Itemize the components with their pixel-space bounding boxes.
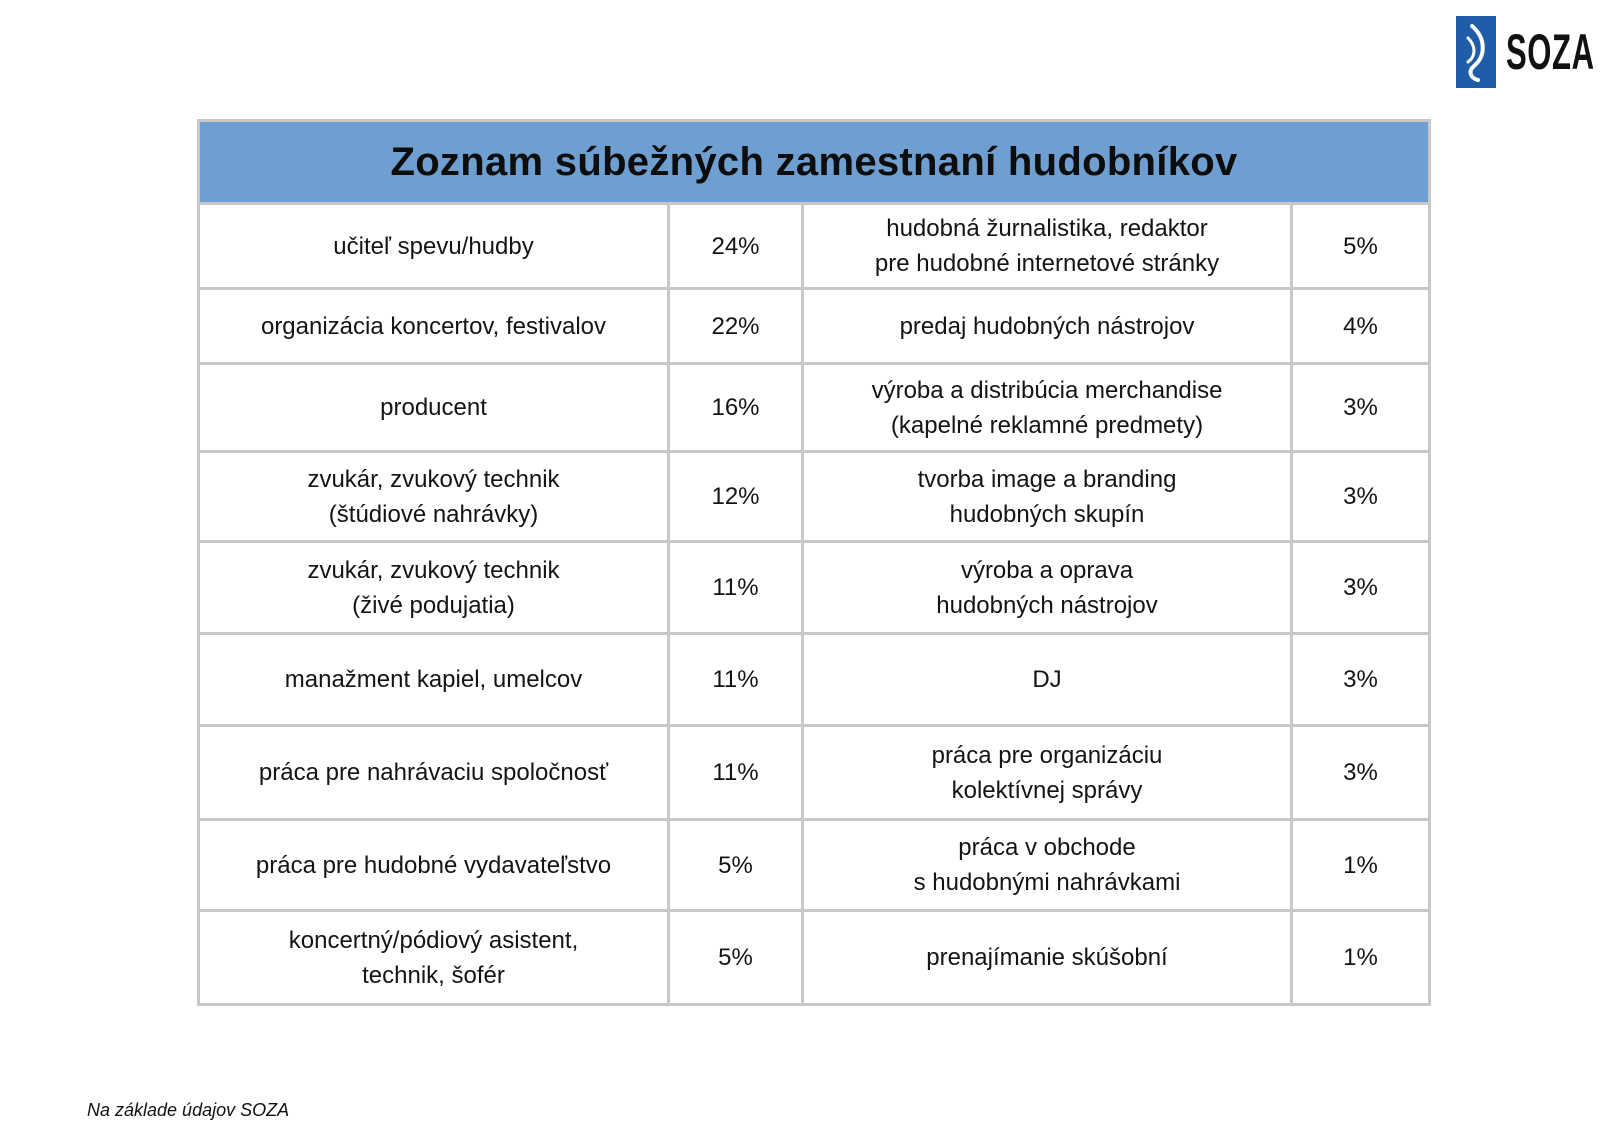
- right-job-line: hudobná žurnalistika, redaktor: [886, 215, 1208, 242]
- right-job-cell: [803, 911, 1292, 1005]
- left-job-cell: [199, 634, 669, 726]
- right-job-line: práca pre organizáciu: [931, 741, 1163, 769]
- right-percentage-cell: 3%: [1292, 542, 1430, 634]
- table-row: [199, 542, 1430, 634]
- right-job-line: hudobných skupín: [949, 500, 1145, 528]
- soza-logo: [1456, 16, 1600, 88]
- left-job-cell: [199, 289, 669, 364]
- left-job-cell: [199, 364, 669, 452]
- left-job-line: zvukár, zvukový technik: [307, 556, 560, 584]
- right-percentage-cell: 3%: [1292, 726, 1430, 820]
- left-percentage-cell: 24%: [669, 204, 803, 289]
- table-row: [199, 911, 1430, 1005]
- jobs-table-container: [197, 119, 1428, 1006]
- right-percentage-cell: 3%: [1292, 364, 1430, 452]
- left-job-cell: [199, 542, 669, 634]
- table-row: [199, 452, 1430, 542]
- left-job-line: koncertný/pódiový asistent,: [288, 926, 579, 954]
- table-title-row: [199, 121, 1430, 204]
- table-row: [199, 634, 1430, 726]
- right-job-line: predaj hudobných nástrojov: [899, 312, 1195, 340]
- right-percentage-cell: 1%: [1292, 911, 1430, 1005]
- left-percentage-cell: 5%: [669, 911, 803, 1005]
- right-job-cell: [803, 452, 1292, 542]
- right-job-cell: [803, 204, 1292, 289]
- left-percentage-cell: 22%: [669, 289, 803, 364]
- left-job-line: práca pre nahrávaciu spoločnosť: [258, 759, 609, 786]
- left-job-cell: [199, 204, 669, 289]
- left-job-cell: [199, 452, 669, 542]
- left-percentage-cell: 11%: [669, 634, 803, 726]
- table-row: [199, 726, 1430, 820]
- right-job-line: s hudobnými nahrávkami: [913, 869, 1181, 896]
- table-title: Zoznam súbežných zamestnaní hudobníkov: [199, 121, 1430, 204]
- table-row: [199, 364, 1430, 452]
- table-row: [199, 820, 1430, 911]
- right-job-cell: [803, 726, 1292, 820]
- right-percentage-cell: 1%: [1292, 820, 1430, 911]
- left-job-line: technik, šofér: [362, 961, 505, 989]
- soza-logo-icon: [1456, 16, 1496, 88]
- right-job-line: výroba a distribúcia merchandise: [871, 376, 1223, 404]
- right-job-cell: [803, 820, 1292, 911]
- left-job-line: zvukár, zvukový technik: [307, 465, 560, 493]
- right-percentage-cell: 4%: [1292, 289, 1430, 364]
- left-job-cell: [199, 726, 669, 820]
- right-percentage-cell: 3%: [1292, 634, 1430, 726]
- right-job-line: kolektívnej správy: [951, 776, 1143, 804]
- right-job-line: výroba a oprava: [960, 556, 1134, 584]
- left-job-line: práca pre hudobné vydavateľstvo: [255, 851, 612, 879]
- left-percentage-cell: 11%: [669, 542, 803, 634]
- left-percentage-cell: 12%: [669, 452, 803, 542]
- right-job-cell: [803, 634, 1292, 726]
- left-job-line: (živé podujatia): [352, 591, 515, 619]
- left-job-line: organizácia koncertov, festivalov: [260, 312, 607, 340]
- right-job-cell: [803, 289, 1292, 364]
- right-job-cell: [803, 364, 1292, 452]
- right-percentage-cell: 5%: [1292, 204, 1430, 289]
- right-job-cell: [803, 542, 1292, 634]
- left-percentage-cell: 5%: [669, 820, 803, 911]
- right-job-line: tvorba image a branding: [917, 465, 1177, 493]
- jobs-table-body: [199, 204, 1430, 1005]
- right-job-line: pre hudobné internetové stránky: [874, 250, 1220, 277]
- source-footnote: Na základe údajov SOZA: [87, 1100, 290, 1120]
- left-percentage-cell: 11%: [669, 726, 803, 820]
- soza-logo-text: SOZA: [1506, 24, 1595, 80]
- table-row: [199, 289, 1430, 364]
- right-job-line: hudobných nástrojov: [936, 591, 1158, 619]
- left-percentage-cell: 16%: [669, 364, 803, 452]
- jobs-table: [197, 119, 1431, 1006]
- right-job-line: DJ: [1032, 666, 1062, 693]
- left-job-cell: [199, 820, 669, 911]
- left-job-line: učiteľ spevu/hudby: [333, 232, 534, 260]
- right-job-line: prenajímanie skúšobní: [926, 944, 1168, 971]
- right-percentage-cell: 3%: [1292, 452, 1430, 542]
- left-job-line: producent: [380, 394, 487, 421]
- left-job-line: (štúdiové nahrávky): [328, 500, 539, 528]
- right-job-line: (kapelné reklamné predmety): [890, 411, 1204, 439]
- table-row: [199, 204, 1430, 289]
- right-job-line: práca v obchode: [958, 834, 1136, 861]
- left-job-cell: [199, 911, 669, 1005]
- left-job-line: manažment kapiel, umelcov: [284, 666, 583, 693]
